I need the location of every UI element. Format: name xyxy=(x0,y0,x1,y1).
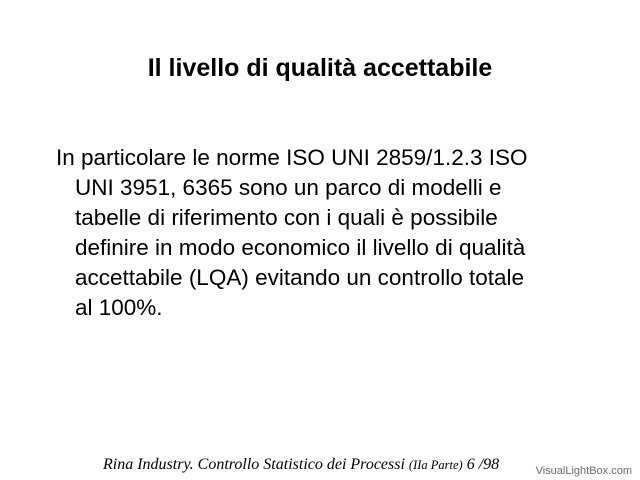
footer-part-label: (IIa Parte) xyxy=(408,458,463,472)
body-line-3: tabelle di riferimento con i quali è possibile xyxy=(75,205,498,230)
slide-body xyxy=(56,143,596,323)
watermark-label: VisualLightBox.com xyxy=(535,465,632,477)
body-line-6: al 100%. xyxy=(75,295,163,320)
slide-footer xyxy=(0,452,640,480)
body-line-2: UNI 3951, 6365 sono un parco di modelli e xyxy=(75,175,502,200)
slide-title: Il livello di qualità accettabile xyxy=(147,54,493,82)
footer-page-number: 6 /98 xyxy=(466,456,500,473)
footer-caption xyxy=(103,455,499,475)
body-line-5: accettabile (LQA) evitando un controllo totale xyxy=(75,265,525,290)
footer-course-title: Rina Industry. Controllo Statistico dei Processi xyxy=(103,456,405,473)
body-line-1: In particolare le norme ISO UNI 2859/1.2.3 ISO xyxy=(56,145,528,170)
body-line-4: definire in modo economico il livello di qualità xyxy=(75,235,526,260)
